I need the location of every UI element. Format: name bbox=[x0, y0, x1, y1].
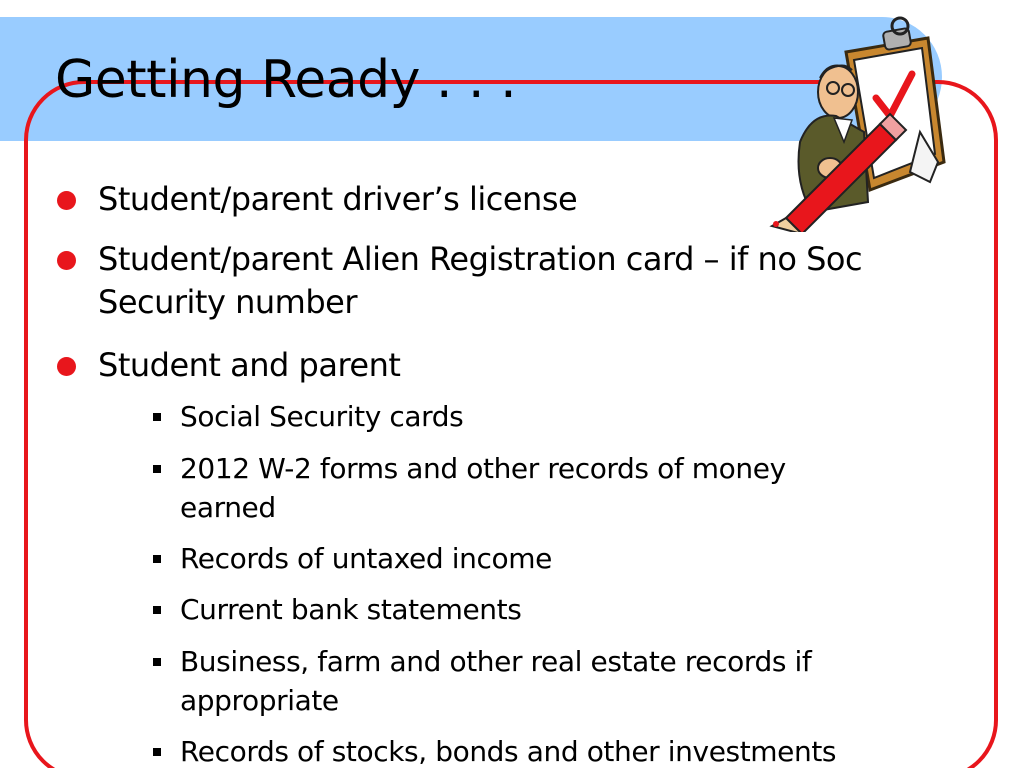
sub-bullet-text: Social Security cards bbox=[180, 400, 464, 433]
red-bullet-icon bbox=[57, 357, 76, 376]
man-with-clipboard-and-pencil-icon bbox=[760, 12, 960, 232]
bullet-text: Student/parent Alien Registration card – if no Soc bbox=[98, 240, 863, 278]
sub-bullet-text: appropriate bbox=[180, 684, 339, 717]
sub-bullet-text: Business, farm and other real estate records if bbox=[180, 645, 812, 678]
square-bullet-icon bbox=[153, 413, 161, 421]
square-bullet-icon bbox=[153, 465, 161, 473]
square-bullet-icon bbox=[153, 606, 161, 614]
sub-bullet-text: earned bbox=[180, 491, 276, 524]
bullet-item bbox=[98, 346, 400, 385]
red-bullet-icon bbox=[57, 191, 76, 210]
bullet-item bbox=[98, 240, 862, 279]
sub-bullet-item bbox=[180, 451, 786, 487]
sub-bullet-item bbox=[180, 734, 836, 768]
square-bullet-icon bbox=[153, 658, 161, 666]
bullet-text: Student and parent bbox=[98, 346, 401, 384]
square-bullet-icon bbox=[153, 555, 161, 563]
bullet-text: Student/parent driver’s license bbox=[98, 180, 578, 218]
sub-bullet-text: Records of untaxed income bbox=[180, 542, 552, 575]
sub-bullet-text: Records of stocks, bonds and other investments bbox=[180, 735, 837, 768]
sub-bullet-item bbox=[180, 541, 552, 577]
bullet-text: Security number bbox=[98, 283, 357, 321]
square-bullet-icon bbox=[153, 748, 161, 756]
red-bullet-icon bbox=[57, 251, 76, 270]
bullet-item bbox=[98, 180, 577, 219]
sub-bullet-item bbox=[180, 644, 811, 680]
sub-bullet-text: 2012 W-2 forms and other records of money bbox=[180, 452, 786, 485]
sub-bullet-item-continuation bbox=[180, 490, 276, 526]
sub-bullet-item-continuation bbox=[180, 683, 339, 719]
sub-bullet-item bbox=[180, 399, 463, 435]
sub-bullet-text: Current bank statements bbox=[180, 593, 522, 626]
slide-title: Getting Ready . . . bbox=[55, 50, 517, 110]
sub-bullet-item bbox=[180, 592, 521, 628]
bullet-item-continuation bbox=[98, 283, 357, 322]
